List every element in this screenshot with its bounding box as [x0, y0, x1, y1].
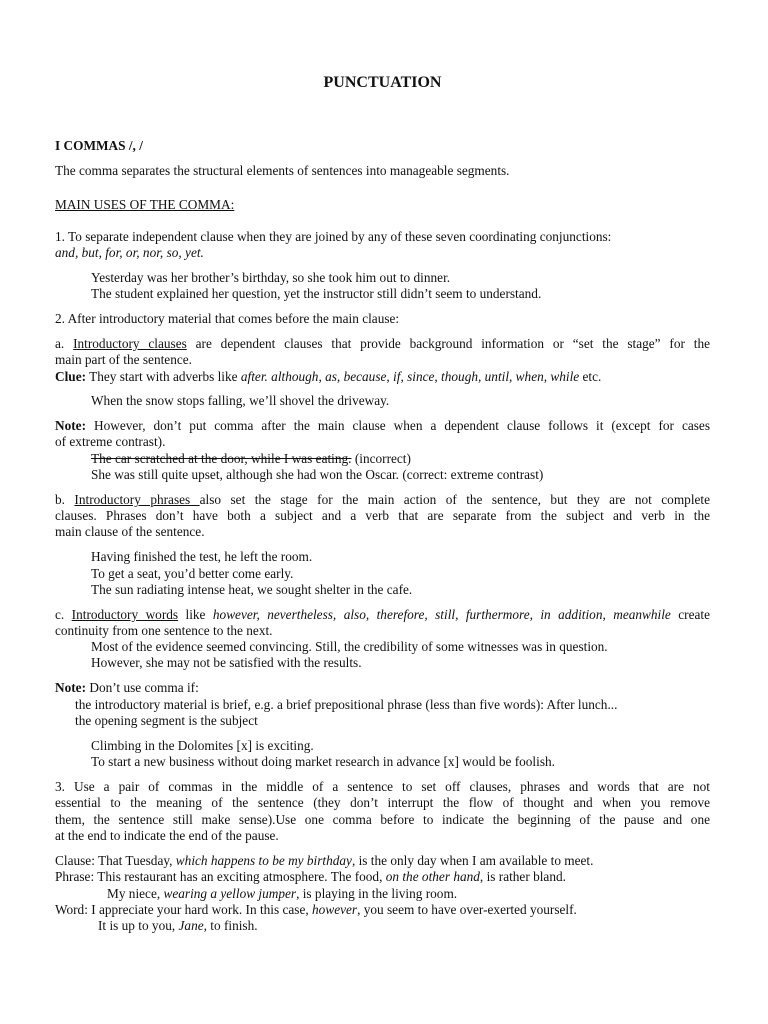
word-example-2-italic: Jane,: [178, 918, 207, 933]
use2c-term: Introductory words: [71, 607, 179, 622]
word-example-italic: however: [312, 902, 358, 917]
phrase-example-2-start: My niece,: [107, 886, 164, 901]
use2c-like: like: [178, 607, 213, 622]
use2a-prefix: a.: [55, 336, 74, 351]
use1-conjunctions: and, but, for, or, nor, so, yet.: [55, 245, 204, 260]
note2-label: Note:: [55, 680, 87, 695]
clue-text: They start with adverbs like: [86, 369, 241, 384]
page-title: PUNCTUATION: [323, 74, 442, 91]
intro-text: The comma separates the structural elements of sentences into manageable segments.: [55, 163, 510, 178]
incorrect-label: (incorrect): [351, 451, 411, 466]
section-heading: I COMMAS /, /: [55, 138, 143, 153]
phrase-example-italic: on the other hand: [385, 869, 480, 884]
word-example-2-end: to finish.: [206, 918, 258, 933]
note2-item-2: the opening segment is the subject: [75, 713, 258, 728]
main-uses-heading: MAIN USES OF THE COMMA:: [55, 197, 235, 212]
use2c-line: [55, 607, 710, 623]
use2-text: 2. After introductory material that comes before the main clause:: [55, 311, 400, 326]
clause-example: [55, 853, 593, 869]
use1-text: 1. To separate independent clause when they are joined by any of these seven coordinating conjunctions:: [55, 229, 612, 244]
note-line: [55, 418, 710, 434]
use2c-example-1: Most of the evidence seemed convincing. Still, the credibility of some witnesses was in question.: [91, 639, 608, 654]
incorrect-example: [91, 451, 411, 467]
use2c-prefix: c.: [55, 607, 72, 622]
note2-line: [55, 680, 199, 696]
use2b-example-2: To get a seat, you’d better come early.: [91, 566, 294, 581]
use2c-example-2: However, she may not be satisfied with the results.: [91, 655, 362, 670]
use3-line-2: essential to the meaning of the sentence (they don’t interrupt the flow of thought and when you remove: [55, 795, 710, 810]
use2b-example-3: The sun radiating intense heat, we sought shelter in the cafe.: [91, 582, 413, 597]
clause-example-italic: which happens to be my birthday: [175, 853, 352, 868]
use2a-text: are dependent clauses that provide background information or “set the stage” for the: [186, 336, 710, 351]
word-example-2-start: It is up to you,: [98, 918, 179, 933]
use2c-words: however, nevertheless, also, therefore, still, furthermore, in addition, meanwhile: [212, 607, 671, 622]
note2-item-1: the introductory material is brief, e.g. a brief prepositional phrase (less than five words): After lunch...: [75, 697, 618, 712]
phrase-example-start: Phrase: This restaurant has an exciting atmosphere. The food,: [55, 869, 386, 884]
phrase-example-2-end: , is playing in the living room.: [296, 886, 458, 901]
use3-line-3: them, the sentence still make sense).Use one comma before to indicate the beginning of the pause and one: [55, 812, 710, 827]
use2b-term: Introductory phrases: [74, 492, 200, 507]
correct-example: She was still quite upset, although she had won the Oscar. (correct: extreme contrast): [91, 467, 544, 482]
use3-line-4: at the end to indicate the end of the pause.: [55, 828, 279, 843]
phrase-example-2-italic: wearing a yellow jumper: [163, 886, 297, 901]
clause-example-start: Clause: That Tuesday,: [55, 853, 176, 868]
note2-text: Don’t use comma if:: [86, 680, 199, 695]
note2-example-1: Climbing in the Dolomites [x] is exciting.: [91, 738, 314, 753]
use2b-line-3: main clause of the sentence.: [55, 524, 205, 539]
clue-end: etc.: [579, 369, 602, 384]
note-line-2: of extreme contrast).: [55, 434, 166, 449]
struck-example: The car scratched at the door, while I was eating.: [91, 451, 352, 466]
phrase-example: [55, 869, 566, 885]
use3-line-1: 3. Use a pair of commas in the middle of a sentence to set off clauses, phrases and words that are not: [55, 779, 710, 794]
word-example-2: [98, 918, 258, 934]
use2a-line-2: main part of the sentence.: [55, 352, 192, 367]
use2c-line-2: continuity from one sentence to the next.: [55, 623, 273, 638]
clue-adverbs: after. although, as, because, if, since, though, until, when, while: [240, 369, 580, 384]
word-example-end: , you seem to have over-exerted yourself.: [357, 902, 577, 917]
word-example-start: Word: I appreciate your hard work. In this case,: [55, 902, 313, 917]
phrase-example-2: [107, 886, 457, 902]
use1-example-2: The student explained her question, yet the instructor still didn’t seem to understand.: [91, 286, 542, 301]
use2c-rest: create: [670, 607, 710, 622]
use2b-line: [55, 492, 710, 508]
use2a-line: [55, 336, 710, 352]
use2b-example-1: Having finished the test, he left the room.: [91, 549, 313, 564]
note-text: However, don’t put comma after the main clause when a dependent clause follows it (except for cases: [86, 418, 710, 433]
use2b-text: also set the stage for the main action of the sentence, but they are not complete: [199, 492, 711, 507]
use2b-prefix: b.: [55, 492, 75, 507]
clause-example-end: , is the only day when I am available to meet.: [351, 853, 594, 868]
clue-line: [55, 369, 601, 385]
note-label: Note:: [55, 418, 87, 433]
use2a-term: Introductory clauses: [73, 336, 187, 351]
use2a-example: When the snow stops falling, we’ll shovel the driveway.: [91, 393, 390, 408]
use1-example-1: Yesterday was her brother’s birthday, so she took him out to dinner.: [91, 270, 451, 285]
note2-example-2: To start a new business without doing market research in advance [x] would be foolish.: [91, 754, 555, 769]
phrase-example-end: , is rather bland.: [479, 869, 566, 884]
use2b-line-2: clauses. Phrases don’t have both a subject and a verb that are separate from the subject and verb in the: [55, 508, 710, 523]
word-example: [55, 902, 577, 918]
clue-label: Clue:: [55, 369, 87, 384]
